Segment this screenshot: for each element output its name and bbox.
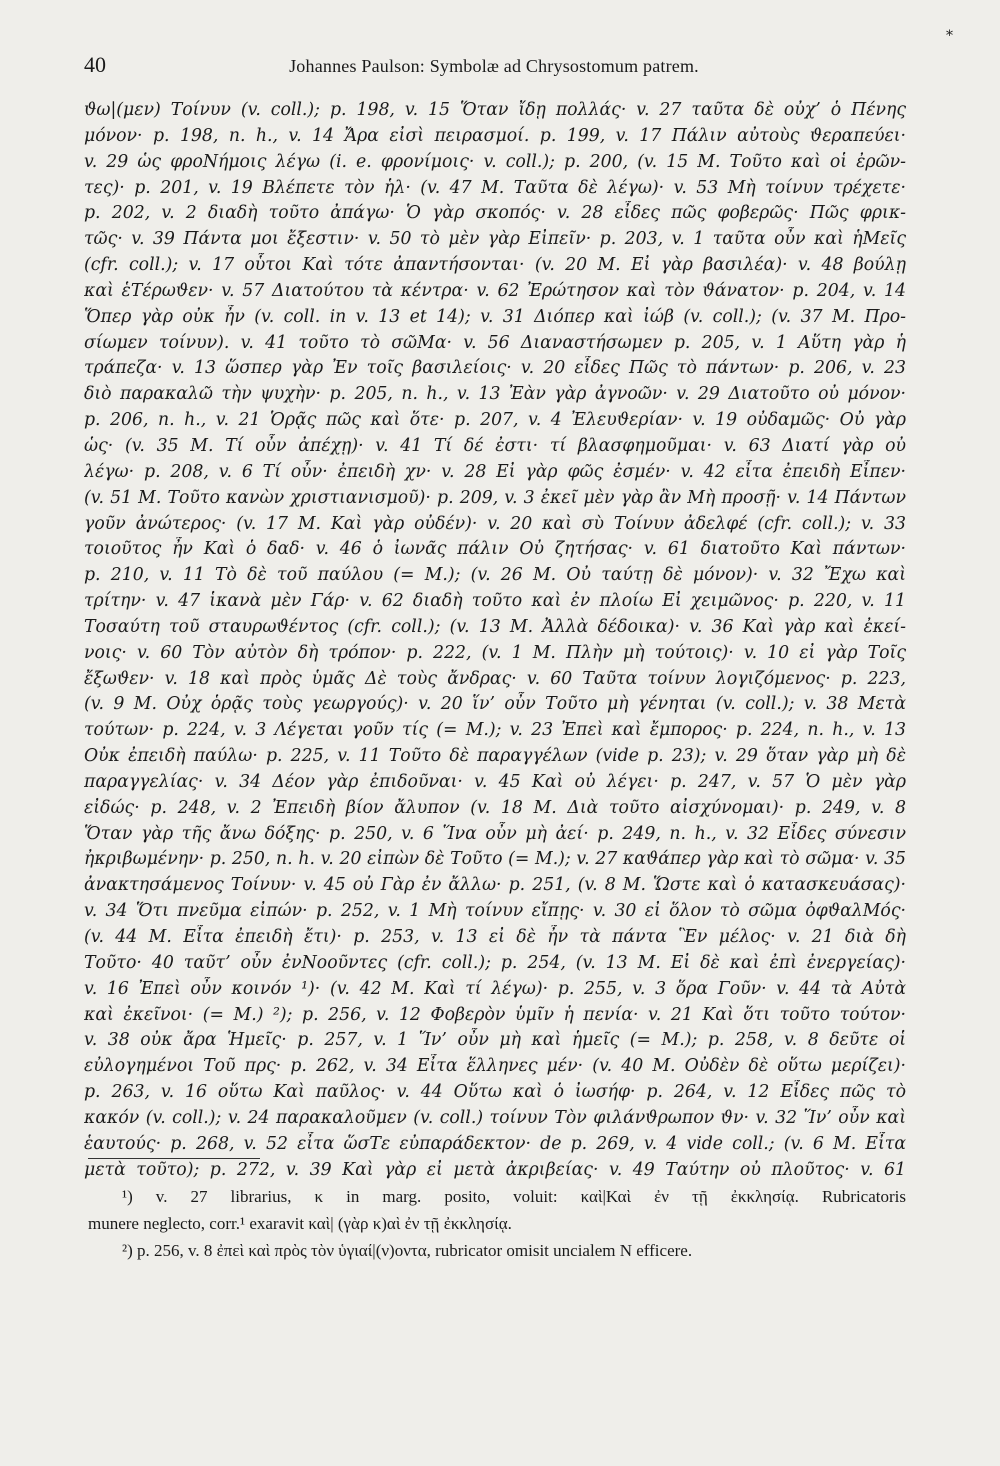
text-line: σίωμεν τοίνυν). v. 41 τοῦτο τὸ σῶΜα· v. 56 Διαναστήσωμεν p. 205, v. 1 Αὕτη γὰρ ἡ — [84, 332, 906, 353]
text-line: Οὐκ ἐπειδὴ παύλω· p. 225, v. 11 Τοῦτο δὲ παραγγέλων (vide p. 23); v. 29 ὅταν γὰρ μὴ δὲ — [84, 746, 906, 767]
text-line: p. 206, n. h., v. 21 Ὁρᾷς πῶς καὶ ὅτε· p. 207, v. 4 Ἐλευϑερίαν· v. 19 οὐδαμῶς· Οὐ γὰρ — [84, 410, 906, 431]
text-line: v. 29 ὡς φρoNήμοις λέγω (i. e. φρονίμοις· v. coll.); p. 200, (v. 15 M. Τοῦτο καὶ οἱ ἐρῶν- — [84, 151, 906, 172]
footnotes — [88, 1183, 906, 1264]
text-line: (v. 44 M. Εἶτα ἐπειδὴ ἔτι)· p. 253, v. 13 εἰ δὲ ἦν τὰ πάντα Ἓν μέλος· v. 21 διὰ δὴ — [84, 927, 906, 947]
text-line: Τοσαύτη τοῦ σταυρωϑέντος (cfr. coll.); (v. 13 M. Ἀλλὰ δέδοικα)· v. 36 Καὶ γὰρ καὶ ἐκεί- — [84, 616, 906, 637]
text-line: τες)· p. 201, v. 19 Βλέπετε τὸν ἡλ· (v. 47 M. Ταῦτα δὲ λέγω)· v. 53 Μὴ τοίνυν τρέχετε· — [84, 177, 906, 198]
text-line: p. 202, v. 2 διαδὴ τοῦτο ἀπάγω· Ὁ γὰρ σκοπός· v. 28 εἶδες πῶς φοβερῶς· Πῶς φρικ- — [84, 203, 906, 224]
text-line: Τοῦτο· 40 ταῦτ’ οὖν ἐνNοοῦντες (cfr. coll.); p. 254, (v. 13 M. Εἰ δὲ καὶ ἐπὶ ἐνεργείας)· — [84, 952, 906, 973]
footnote-rule — [88, 1158, 260, 1159]
footnote-1-line-2: munere neglecto, corr.¹ exaravit καὶ| (γὰρ κ)αὶ ἐν τῇ ἐκκλησίᾳ. — [88, 1214, 512, 1233]
footnote-2: ²) p. 256, v. 8 ἐπεὶ καὶ πρὸς τὸν ὑγιαί|(ν)οντα, rubricator omisit uncialem N efficere. — [122, 1241, 693, 1260]
text-line: ἀνακτησάμενος Τοίνυν· v. 45 οὐ Γὰρ ἐν ἄλλω· p. 251, (v. 8 M. Ὥστε καὶ ὁ κατασκευάσας)· — [84, 875, 906, 896]
text-line: v. 38 οὐκ ἄρα Ἡμεῖς· p. 257, v. 1 Ἵν’ οὖν μὴ καὶ ἡμεῖς (= M.); p. 258, v. 8 δεῦτε οἱ — [84, 1030, 906, 1051]
text-line: (v. 51 M. Τοῦτο κανὼν χριστιανισμοῦ)· p. 209, v. 3 ἐκεῖ μὲν γὰρ ἂν Μὴ προσῇ· v. 14 Πάντων — [84, 487, 906, 508]
text-line: εὐλογημένοι Τοῦ πρς· p. 262, v. 34 Εἶτα ἕλληνες μέν· (v. 40 M. Οὐδὲν δὲ οὕτω μερίζει)· — [84, 1056, 906, 1077]
text-line: ἠκριβωμένην· p. 250, n. h. v. 20 εἰπὼν δὲ Τοῦτο (= M.); v. 27 καϑάπερ γὰρ καὶ τὸ σῶμα· v. 35 — [84, 849, 906, 870]
text-line: καὶ ἐκεῖνοι· (= M.) ²); p. 256, v. 12 Φοβερὸν ὑμῖν ἡ πενία· v. 21 Καὶ ὅτι τοῦτο τούτον· — [84, 1004, 906, 1025]
text-line: ἔξωϑεν· v. 18 καὶ πρὸς ὑμᾶς Δὲ τοὺς ἄνδρας· v. 60 Ταῦτα τοίνυν λογιζόμενος· p. 223, — [84, 668, 906, 689]
text-line: τῶς· v. 39 Πάντα μοι ἔξεστιν· v. 50 τὸ μὲν γὰρ Εἰπεῖν· p. 203, v. 1 ταῦτα οὖν καὶ ἡΜεῖς — [84, 229, 906, 250]
text-line: γοῦν ἀνώτερος· (v. 17 M. Καὶ γὰρ οὐδέν)· v. 20 καὶ σὺ Τοίνυν ἀδελφέ (cfr. coll.); v. 33 — [84, 513, 906, 534]
text-line: μετὰ τοῦτο); p. 272, v. 39 Καὶ γὰρ εἰ μετὰ ἀκριβείας· v. 49 Ταύτην οὐ πλοῦτος· v. 61 — [84, 1159, 906, 1180]
text-line: διὸ παρακαλῶ τὴν ψυχὴν· p. 205, n. h., v. 13 Ἐὰν γὰρ ἀγνοῶν· v. 29 Διατοῦτο οὐ μόνον· — [84, 384, 906, 405]
text-line: ϑω|(μεν) Τοίνυν (v. coll.); p. 198, v. 15 Ὅταν ἴδῃ πολλάς· v. 27 ταῦτα δὲ οὐχ’ ὁ Πένης — [84, 100, 906, 120]
text-line: p. 263, v. 16 οὕτω Καὶ παῦλος· v. 44 Οὕτω καὶ ὁ ἰωσήφ· p. 264, v. 12 Εἶδες πῶς τὸ — [84, 1082, 906, 1103]
text-line: p. 210, v. 11 Τὸ δὲ τοῦ παύλου (= M.); (v. 26 M. Οὐ ταύτῃ δὲ μόνον)· v. 32 Ἔχω καὶ — [84, 565, 906, 586]
text-line: τράπεζα· v. 13 ὥσπερ γὰρ Ἐν τοῖς βασιλείοις· v. 20 εἶδες Πῶς τὸ πάντων· p. 206, v. 23 — [84, 358, 906, 379]
corner-mark: * — [946, 28, 953, 44]
text-line: (v. 9 M. Οὐχ ὁρᾷς τοὺς γεωργούς)· v. 20 ἵν’ οὖν Τοῦτο μὴ γένηται (v. coll.); v. 38 Μετὰ — [84, 694, 906, 715]
page-header — [84, 52, 904, 82]
text-line: μόνον· p. 198, n. h., v. 14 Ἄρα εἰσὶ πειρασμοί. p. 199, v. 17 Πάλιν αὐτοὺς ϑεραπεύει· — [84, 125, 906, 146]
text-line: παραγγελίας· v. 34 Δέον γὰρ ἐπιδοῦναι· v. 45 Καὶ οὐ λέγει· p. 247, v. 57 Ὁ μὲν γὰρ — [84, 771, 906, 792]
text-line: (cfr. coll.); v. 17 οὗτοι Καὶ τότε ἀπαντήσονται· (v. 20 M. Εἰ γὰρ βασιλέα)· v. 48 βούλῃ — [84, 255, 906, 276]
text-line: τοιοῦτος ἦν Καὶ ὁ δαδ· v. 46 ὁ ἰωνᾶς πάλιν Οὐ ζητήσας· v. 61 διατοῦτο Καὶ πάντων· — [84, 539, 906, 560]
text-line: λέγω· p. 208, v. 6 Τί οὖν· ἐπειδὴ χν· v. 28 Εἰ γὰρ φῶς ἐσμέν· v. 42 εἶτα ἐπειδὴ Εἶπεν· — [84, 461, 906, 482]
text-line: Ὅταν γὰρ τῆς ἄνω δόξης· p. 250, v. 6 Ἵνα οὖν μὴ ἀεί· p. 249, n. h., v. 32 Εἶδες σύνεσιν — [84, 823, 906, 844]
page-number: 40 — [84, 52, 106, 77]
text-line: Ὅπερ γὰρ οὐκ ἦν (v. coll. in v. 13 et 14); v. 31 Διόπερ καὶ ἰώβ (v. coll.); (v. 37 M. Προ- — [84, 306, 906, 327]
text-line: κακόν (v. coll.); v. 24 παρακαλοῦμεν (v. coll.) τοίνυν Τὸν φιλάνϑρωπον ϑν· v. 32 Ἵν’ οὖν καὶ — [84, 1107, 906, 1128]
footnote-1-line-1: ¹) v. 27 librarius, κ in marg. posito, voluit: καὶ|Καὶ ἐν τῇ ἐκκλησίᾳ. Rubricatoris — [122, 1187, 906, 1206]
text-line: τούτων· p. 224, v. 3 Λέγεται γοῦν τίς (= M.); v. 23 Ἐπεὶ καὶ ἔμπορος· p. 224, n. h., v. 13 — [84, 720, 906, 741]
text-line: ἑαυτούς· p. 268, v. 52 εἶτα ὥσΤε εὐπαράδεκτον· de p. 269, v. 4 vide coll.; (v. 6 M. Εἶτα — [84, 1133, 906, 1154]
text-line: καὶ ἑΤέρωϑεν· v. 57 Διατούτου τὰ κέντρα· v. 62 Ἐρώτησον καὶ τὸν ϑάνατον· p. 204, v. 14 — [84, 280, 906, 301]
text-line: νοις· v. 60 Τὸν αὐτὸν δὴ τρόπον· p. 222, (v. 1 M. Πλὴν μὴ τούτοις)· v. 10 εἰ γὰρ Τοῖς — [84, 642, 906, 663]
text-line: εἰδώς· p. 248, v. 2 Ἐπειδὴ βίον ἄλυπον (v. 18 M. Διὰ τοῦτο αἰσχύνομαι)· p. 249, v. 8 — [84, 797, 906, 818]
text-line: v. 34 Ὅτι πνεῦμα εἰπών· p. 252, v. 1 Μὴ τοίνυν εἴπῃς· v. 30 εἰ ὅλον τὸ σῶμα ὀφϑαλΜός· — [84, 901, 906, 922]
body-text — [84, 98, 906, 1183]
running-title: Johannes Paulson: Symbolæ ad Chrysostomum patrem. — [289, 56, 699, 76]
text-line: v. 16 Ἐπεὶ οὖν κοινόν ¹)· (v. 42 M. Καὶ τί λέγω)· p. 255, v. 3 ὅρα Γοῦν· v. 44 τὰ Αὐτὰ — [84, 978, 906, 999]
text-line: ὡς· (v. 35 M. Τί οὖν ἀπέχῃ)· v. 41 Τί δέ ἐστι· τί βλασφημοῦμαι· v. 63 Διατί γὰρ οὐ — [84, 435, 906, 456]
text-line: τρίτην· v. 47 ἱκανὰ μὲν Γάρ· v. 62 διαδὴ τοῦτο καὶ ἐν πλοίω Εἰ χειμῶνος· p. 220, v. 11 — [84, 591, 906, 612]
